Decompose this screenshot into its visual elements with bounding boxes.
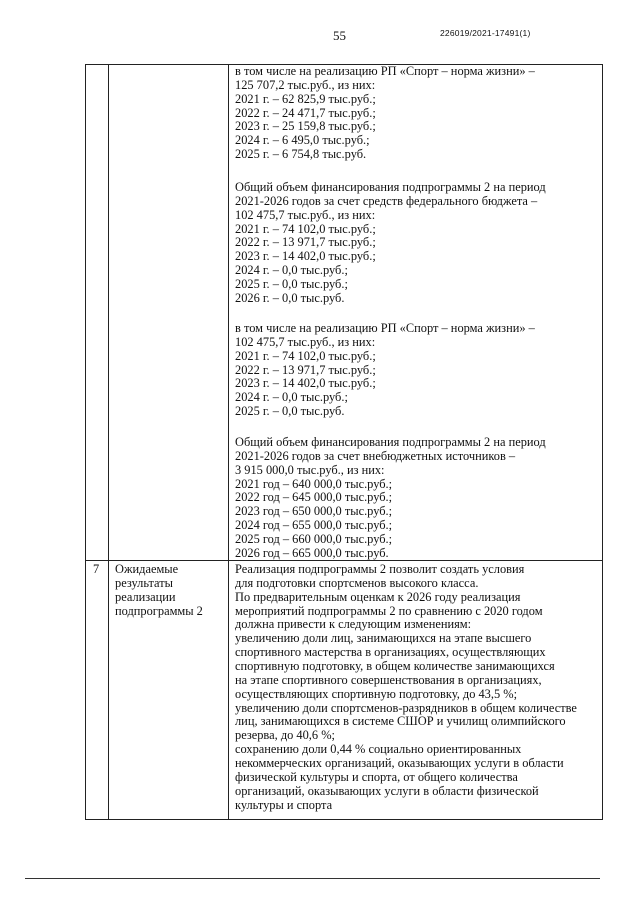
financing-line: 102 475,7 тыс.руб., из них: xyxy=(235,207,376,222)
financing-line: 2021-2026 годов за счет средств федерального бюджета – xyxy=(235,193,538,208)
financing-line: 2021 г. – 74 102,0 тыс.руб.; xyxy=(235,348,376,363)
column-divider-label xyxy=(228,64,229,819)
expected-result-line: культуры и спорта xyxy=(235,797,333,812)
financing-line: 2021 г. – 62 825,9 тыс.руб.; xyxy=(235,91,376,106)
expected-result-line: спортивного мастерства в организациях, осуществляющих xyxy=(235,645,546,660)
expected-result-line: По предварительным оценкам к 2026 году реализация xyxy=(235,589,521,604)
financing-line: 2023 г. – 25 159,8 тыс.руб.; xyxy=(235,119,376,134)
financing-line: 2023 год – 650 000,0 тыс.руб.; xyxy=(235,504,393,519)
financing-line: 2022 г. – 13 971,7 тыс.руб.; xyxy=(235,362,376,377)
page-bottom-rule xyxy=(25,878,600,879)
row-7-label-line: Ожидаемые xyxy=(115,562,179,576)
document-registration-code: 226019/2021-17491(1) xyxy=(440,28,531,38)
financing-line: 2024 год – 655 000,0 тыс.руб.; xyxy=(235,518,393,533)
financing-line: в том числе на реализацию РП «Спорт – норма жизни» – xyxy=(235,64,535,78)
financing-line: Общий объем финансирования подпрограммы 2 на период xyxy=(235,180,546,194)
financing-line: 2021 г. – 74 102,0 тыс.руб.; xyxy=(235,221,376,236)
expected-result-line: на этапе спортивного совершенствования в организациях, xyxy=(235,672,542,687)
expected-result-line: осуществляющих спортивную подготовку, до 43,5 %; xyxy=(235,686,518,701)
financing-line: 2025 г. – 0,0 тыс.руб. xyxy=(235,404,345,419)
financing-line: 2023 г. – 14 402,0 тыс.руб.; xyxy=(235,249,376,264)
page-number: 55 xyxy=(333,28,346,43)
row-7-label-line: реализации xyxy=(115,589,176,604)
financing-line: 2025 г. – 0,0 тыс.руб.; xyxy=(235,277,348,292)
expected-result-line: для подготовки спортсменов высокого класса. xyxy=(235,575,479,590)
financing-line: 2025 год – 660 000,0 тыс.руб.; xyxy=(235,532,393,547)
expected-result-line: увеличению доли лиц, занимающихся на этапе высшего xyxy=(235,631,532,646)
financing-line: 125 707,2 тыс.руб., из них: xyxy=(235,77,376,92)
expected-result-line: спортивную подготовку, в общем количестве занимающихся xyxy=(235,659,555,674)
financing-line: 2022 г. – 24 471,7 тыс.руб.; xyxy=(235,105,376,120)
row-7-label-line: результаты xyxy=(115,575,173,590)
column-divider-number xyxy=(108,64,109,819)
financing-line: Общий объем финансирования подпрограммы 2 на период xyxy=(235,435,546,449)
expected-result-line: мероприятий подпрограммы 2 по сравнению с 2020 годом xyxy=(235,603,543,618)
expected-result-line: резерва, до 40,6 %; xyxy=(235,728,335,743)
program-table xyxy=(85,64,603,820)
expected-result-line: физической культуры и спорта, от общего количества xyxy=(235,769,518,784)
financing-line: 2026 г. – 0,0 тыс.руб. xyxy=(235,290,345,305)
expected-result-line: должна привести к следующим изменениям: xyxy=(235,617,472,632)
financing-line: 2024 г. – 0,0 тыс.руб.; xyxy=(235,390,348,405)
financing-line: 2024 г. – 0,0 тыс.руб.; xyxy=(235,263,348,278)
financing-line: 2024 г. – 6 495,0 тыс.руб.; xyxy=(235,133,370,148)
financing-line: 2022 год – 645 000,0 тыс.руб.; xyxy=(235,490,393,505)
financing-line: 102 475,7 тыс.руб., из них: xyxy=(235,334,376,349)
financing-line: 3 915 000,0 тыс.руб., из них: xyxy=(235,462,385,477)
expected-result-line: лиц, занимающихся в системе СШОР и училищ олимпийского xyxy=(235,714,566,729)
row-7-number: 7 xyxy=(93,562,100,576)
financing-line: в том числе на реализацию РП «Спорт – норма жизни» – xyxy=(235,321,535,335)
expected-result-line: Реализация подпрограммы 2 позволит создать условия xyxy=(235,562,525,576)
financing-line: 2021 год – 640 000,0 тыс.руб.; xyxy=(235,476,393,491)
expected-result-line: некоммерческих организаций, оказывающих услуги в области xyxy=(235,756,564,771)
financing-line: 2021-2026 годов за счет внебюджетных источников – xyxy=(235,448,516,463)
financing-line: 2022 г. – 13 971,7 тыс.руб.; xyxy=(235,235,376,250)
row-7-label-line: подпрограммы 2 xyxy=(115,603,203,618)
financing-line: 2025 г. – 6 754,8 тыс.руб. xyxy=(235,147,367,162)
financing-line: 2026 год – 665 000,0 тыс.руб. xyxy=(235,545,389,560)
expected-result-line: организаций, оказывающих услуги в области физической xyxy=(235,783,539,798)
expected-result-line: сохранению доли 0,44 % социально ориентированных xyxy=(235,742,522,757)
financing-line: 2023 г. – 14 402,0 тыс.руб.; xyxy=(235,376,376,391)
expected-result-line: увеличению доли спортсменов-разрядников в общем количестве xyxy=(235,700,577,715)
